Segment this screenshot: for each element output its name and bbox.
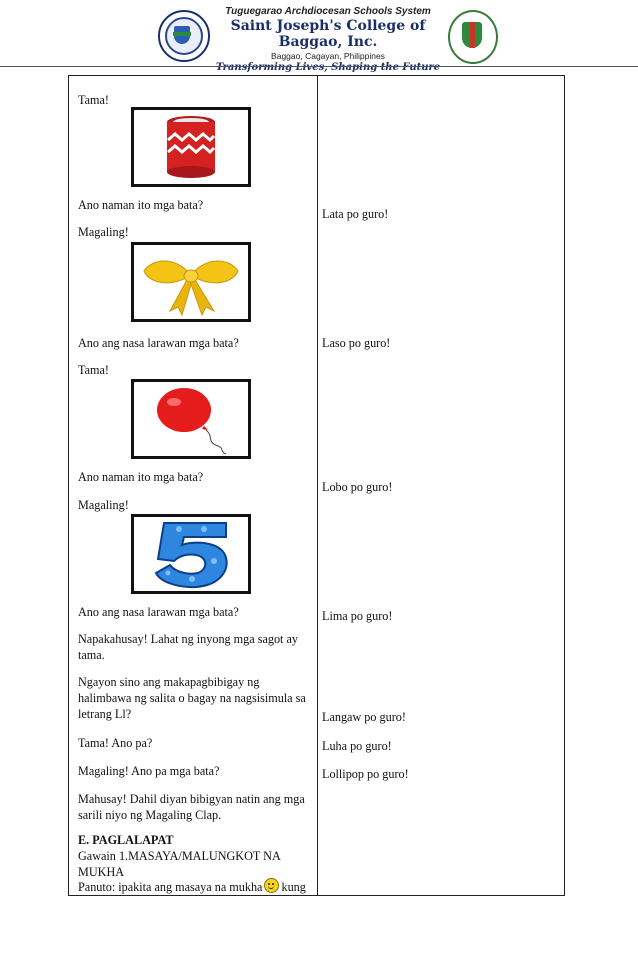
section-e-heading: E. PAGLALAPAT xyxy=(78,833,174,847)
student-answer-luha: Luha po guro! xyxy=(322,739,392,753)
teacher-tama-anopa: Tama! Ano pa? xyxy=(78,736,153,750)
header-line1: Tuguegarao Archdiocesan Schools System xyxy=(225,6,431,17)
school-header xyxy=(0,0,638,73)
balloon-image xyxy=(131,379,251,459)
teacher-mahusay: Mahusay! Dahil diyan bibigyan natin ang mga sarili niyo ng Magaling Clap. xyxy=(78,792,305,822)
smiley-icon xyxy=(264,878,279,893)
teacher-tama-2: Tama! xyxy=(78,363,109,377)
header-address: Baggao, Cagayan, Philippines xyxy=(271,51,385,61)
lesson-table xyxy=(68,75,565,896)
panuto-kung: kung xyxy=(281,880,306,894)
student-answer-langaw: Langaw po guro! xyxy=(322,710,406,724)
student-answer-lima: Lima po guro! xyxy=(322,609,393,623)
can-image xyxy=(131,107,251,187)
gawain-title: Gawain 1.MASAYA/MALUNGKOT NA MUKHA xyxy=(78,849,281,879)
header-motto: Transforming Lives, Shaping the Future xyxy=(215,62,441,73)
header-school-name: Saint Joseph's College of Baggao, Inc. xyxy=(230,18,426,50)
teacher-tama-1: Tama! xyxy=(78,93,109,107)
teacher-question-4: Ano ang nasa larawan mga bata? xyxy=(78,605,239,619)
number-five-image xyxy=(131,514,251,594)
panuto-line xyxy=(78,878,306,895)
ribbon-image xyxy=(131,242,251,322)
student-answer-lata: Lata po guro! xyxy=(322,207,389,221)
teacher-napakahusay: Napakahusay! Lahat ng inyong mga sagot ay tama. xyxy=(78,632,298,662)
red-can-icon xyxy=(134,110,248,184)
panuto-text: Panuto: ipakita ang masaya na mukha xyxy=(78,880,263,894)
student-answer-lollipop: Lollipop po guro! xyxy=(322,767,409,781)
yellow-ribbon-icon xyxy=(134,245,248,319)
column-divider xyxy=(317,76,318,895)
teacher-question-3: Ano naman ito mga bata? xyxy=(78,470,204,484)
school-seal-left-icon xyxy=(158,10,210,62)
school-seal-right-icon xyxy=(448,10,498,64)
student-answer-lobo: Lobo po guro! xyxy=(322,480,393,494)
student-answer-laso: Laso po guro! xyxy=(322,336,391,350)
teacher-magaling-1: Magaling! xyxy=(78,225,129,239)
header-text xyxy=(210,6,446,73)
header-divider xyxy=(0,66,638,67)
teacher-question-1: Ano naman ito mga bata? xyxy=(78,198,204,212)
red-balloon-icon xyxy=(134,382,248,456)
blue-number-five-icon xyxy=(134,517,248,591)
teacher-ngayon-prompt: Ngayon sino ang makapagbibigay ng halimbawa ng salita o bagay na nagsisimula sa letrang Ll? xyxy=(78,675,306,721)
teacher-magaling-anopa: Magaling! Ano pa mga bata? xyxy=(78,764,220,778)
teacher-magaling-2: Magaling! xyxy=(78,498,129,512)
teacher-question-2: Ano ang nasa larawan mga bata? xyxy=(78,336,239,350)
